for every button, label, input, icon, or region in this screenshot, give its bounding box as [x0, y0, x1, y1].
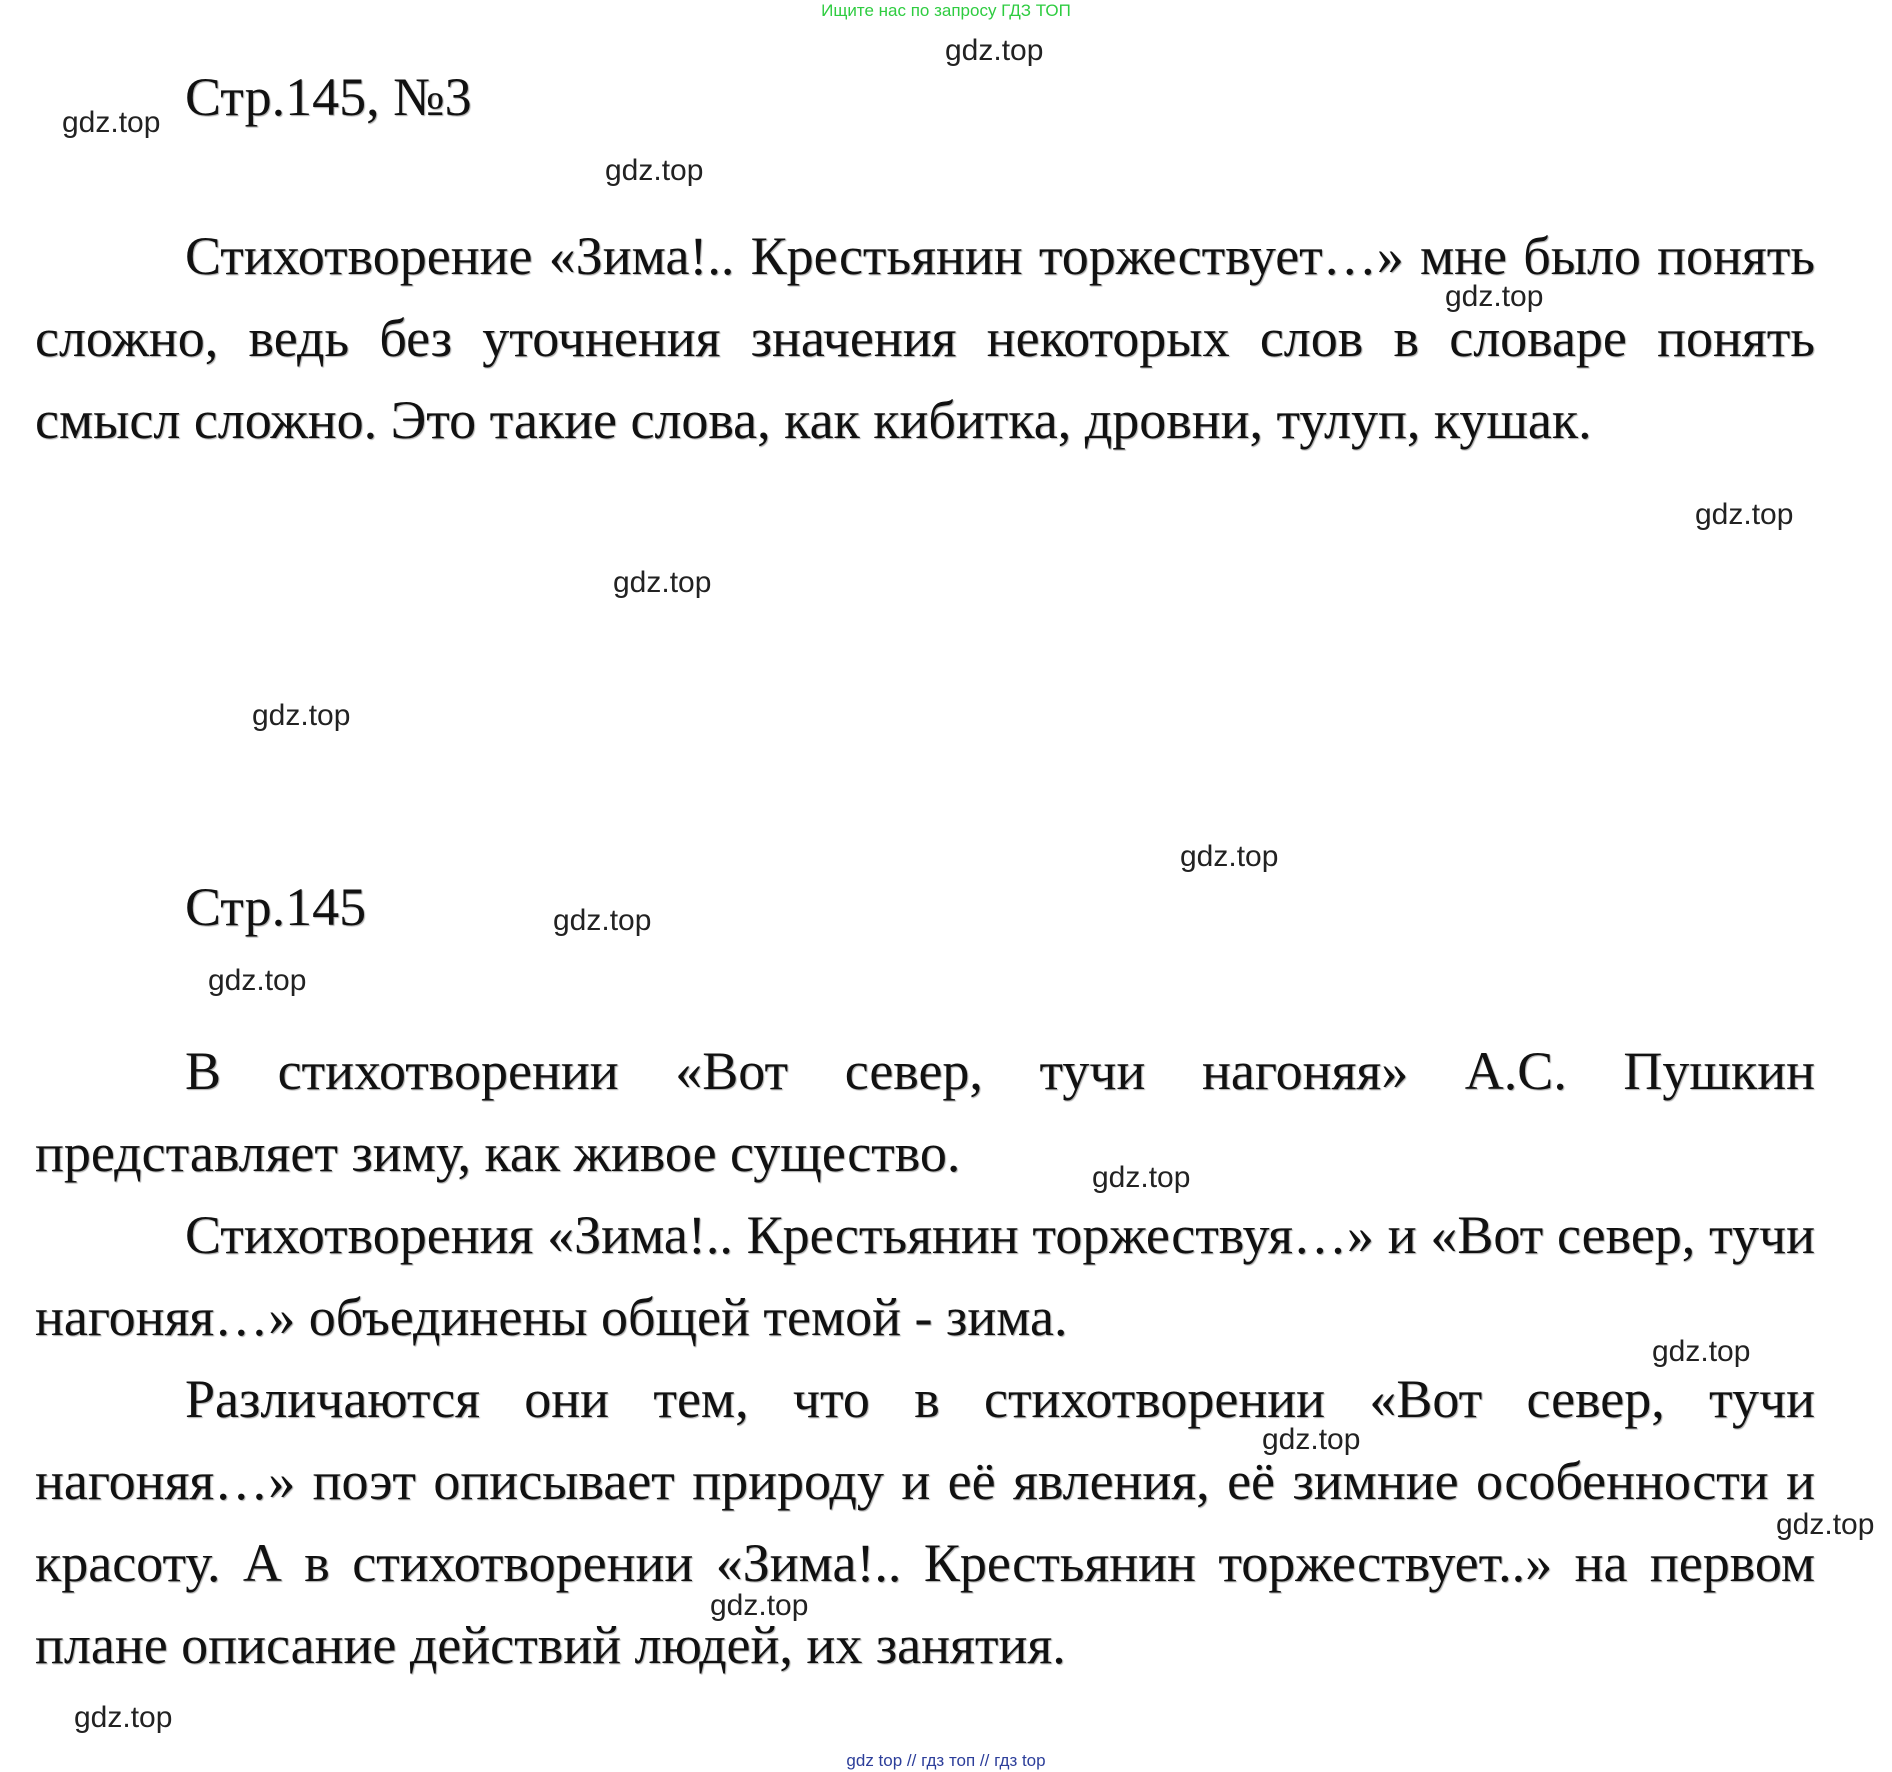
section1-heading: Стр.145, №3 — [185, 67, 472, 127]
watermark: gdz.top — [252, 699, 351, 732]
watermark: gdz.top — [1092, 1161, 1191, 1194]
watermark: gdz.top — [553, 904, 652, 937]
watermark: gdz.top — [62, 106, 161, 139]
section2-paragraph-3: Различаются они тем, что в стихотворении «Вот север, тучи нагоняя…» поэт описывает природу и её явления, её зимние особенности и красоту. А в стихотворении «Зима!.. Крестьянин торжествует..» на первом плане описание действий людей, их занятия. — [35, 1369, 1815, 1675]
top-banner[interactable]: Ищите нас по запросу ГДЗ ТОП — [821, 1, 1071, 20]
watermark: gdz.top — [605, 154, 704, 187]
watermark: gdz.top — [1776, 1508, 1875, 1541]
watermark: gdz.top — [613, 566, 712, 599]
section2-paragraph-2: Стихотворения «Зима!.. Крестьянин торжествуя…» и «Вот север, тучи нагоняя…» объединены общей темой - зима. — [35, 1205, 1815, 1347]
watermark: gdz.top — [710, 1589, 809, 1622]
watermark: gdz.top — [1180, 840, 1279, 873]
watermark: gdz.top — [1262, 1423, 1361, 1456]
watermark: gdz.top — [74, 1701, 173, 1734]
section2-heading: Стр.145 — [185, 877, 367, 937]
watermark: gdz.top — [945, 34, 1044, 67]
watermark: gdz.top — [1652, 1335, 1751, 1368]
bottom-banner[interactable]: gdz top // гдз топ // гдз top — [846, 1751, 1046, 1770]
section1-paragraph: Стихотворение «Зима!.. Крестьянин торжествует…» мне было понять сложно, ведь без уточнения значения некоторых слов в словаре понять смысл сложно. Это такие слова, как кибитка, дровни, тулуп, кушак. — [35, 226, 1815, 450]
watermark: gdz.top — [1445, 280, 1544, 313]
section2-paragraph-1: В стихотворении «Вот север, тучи нагоняя» А.С. Пушкин представляет зиму, как живое существо. — [35, 1041, 1815, 1183]
watermark: gdz.top — [1695, 498, 1794, 531]
watermark: gdz.top — [208, 964, 307, 997]
